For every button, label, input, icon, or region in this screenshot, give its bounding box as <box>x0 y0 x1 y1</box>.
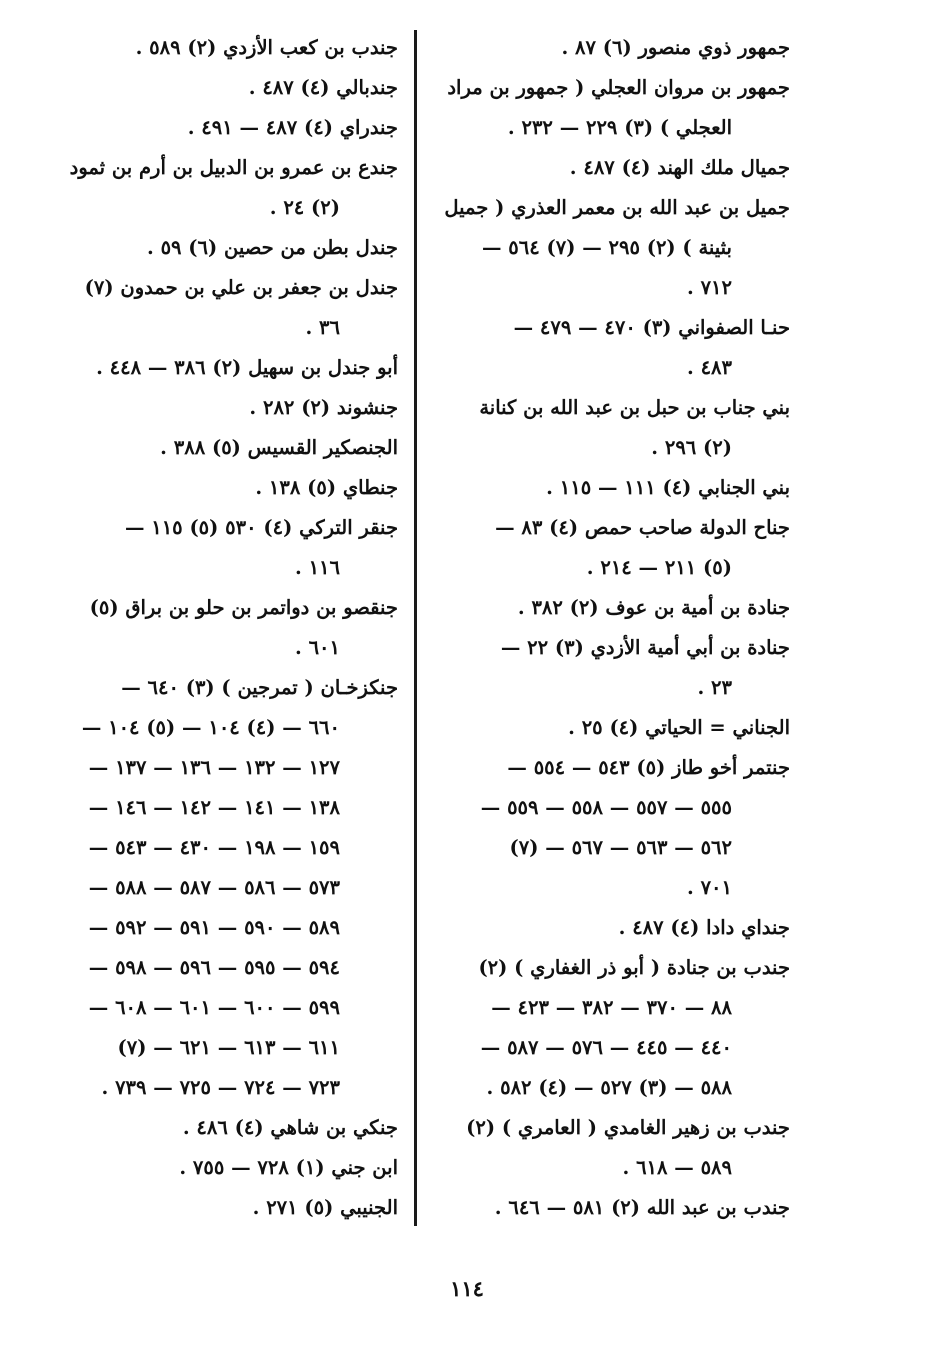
index-line: أبو جندل بن سهيل (٢) ٣٨٦ — ٤٤٨ . <box>96 356 398 379</box>
index-line: ٤٨٣ . <box>687 356 732 379</box>
index-line: جنادة بن أمية بن عوف (٢) ٣٨٢ . <box>517 596 790 619</box>
index-line: ٥٨٨ — (٣) ٥٢٧ — (٤) ٥٨٢ . <box>486 1076 732 1099</box>
index-line: ٦١١ — ٦١٣ — ٦٢١ — (٧) <box>117 1036 340 1059</box>
column-divider <box>414 30 417 1226</box>
index-line: (٢) ٢٩٦ . <box>651 436 732 459</box>
index-line: جندب بن عبد الله (٢) ٥٨١ — ٦٤٦ . <box>494 1196 790 1219</box>
index-line: ١٥٩ — ١٩٨ — ٤٣٠ — ٥٤٣ — <box>88 836 340 859</box>
index-line: ٦٠١ . <box>295 636 340 659</box>
index-line: جندب بن زهير الغامدي ( العامري ) (٢) <box>466 1116 790 1139</box>
index-line: ٥٩٤ — ٥٩٥ — ٥٩٦ — ٥٩٨ — <box>88 956 340 979</box>
index-line: ١١٦ . <box>295 556 340 579</box>
index-line: جندب بن كعب الأزدي (٢) ٥٨٩ . <box>135 36 398 59</box>
index-line: جنكزخـان ( تمرجين ) (٣) ٦٤٠ — <box>121 676 398 699</box>
index-line: جندراي (٤) ٤٨٧ — ٤٩١ . <box>187 116 398 139</box>
index-line: ٥٨٩ — ٦١٨ . <box>622 1156 732 1179</box>
index-line: ٤٤٠ — ٤٤٥ — ٥٧٦ — ٥٨٧ — <box>480 1036 732 1059</box>
index-line: (٢) ٢٤ . <box>269 196 340 219</box>
index-line: جنادة بن أبي أمية الأزدي (٣) ٢٢ — <box>500 636 790 659</box>
index-line: ٢٣ . <box>697 676 732 699</box>
index-line: ٣٦ . <box>305 316 340 339</box>
index-line: ٥٨٩ — ٥٩٠ — ٥٩١ — ٥٩٢ — <box>88 916 340 939</box>
index-line: ٥٧٣ — ٥٨٦ — ٥٨٧ — ٥٨٨ — <box>88 876 340 899</box>
left-column <box>46 28 398 1228</box>
index-line: جناح الدولة صاحب حمص (٤) ٨٣ — <box>495 516 790 539</box>
index-line: جندب بن جنادة ( أبو ذر الغفاري ) (٢) <box>478 956 790 979</box>
index-line: ٧٠١ . <box>687 876 732 899</box>
index-line: بثينة ) (٢) ٢٩٥ — (٧) ٥٦٤ — <box>481 236 732 259</box>
index-line: جنكي بن شاهي (٤) ٤٨٦ . <box>182 1116 398 1139</box>
index-line: جندل بطن من حصين (٦) ٥٩ . <box>146 236 398 259</box>
index-line: ٧١٢ . <box>687 276 732 299</box>
index-line: جنشوند (٢) ٢٨٢ . <box>249 396 398 419</box>
index-line: ٧٢٣ — ٧٢٤ — ٧٢٥ — ٧٣٩ . <box>101 1076 340 1099</box>
index-line: جنتمر أخو طاز (٥) ٥٤٣ — ٥٥٤ — <box>507 756 790 779</box>
index-line: جندل بن جعفر بن علي بن حمدون (٧) <box>84 276 398 299</box>
index-line: الجنصكير القسيس (٥) ٣٨٨ . <box>160 436 398 459</box>
index-line: الجناني = الحياتي (٤) ٢٥ . <box>568 716 790 739</box>
index-line: جندع بن عمرو بن الدبيل بن أرم بن ثمود <box>69 156 398 179</box>
index-line: جميل بن عبد الله بن معمر العذري ( جميل <box>444 196 790 219</box>
page-number: ١١٤ <box>450 1276 484 1301</box>
index-line: ٥٩٩ — ٦٠٠ — ٦٠١ — ٦٠٨ — <box>88 996 340 1019</box>
index-line: حنـا الصفواني (٣) ٤٧٠ — ٤٧٩ — <box>513 316 790 339</box>
index-line: ٥٥٥ — ٥٥٧ — ٥٥٨ — ٥٥٩ — <box>480 796 732 819</box>
index-line: جنقر التركي (٤) ٥٣٠ (٥) ١١٥ — <box>124 516 398 539</box>
index-line: بني جناب بن حبل بن عبد الله بن كنانة <box>479 396 790 419</box>
index-line: ١٢٧ — ١٣٢ — ١٣٦ — ١٣٧ — <box>88 756 340 779</box>
index-line: العجلي ) (٣) ٢٢٩ — ٢٣٢ . <box>507 116 732 139</box>
index-line: (٥) ٢١١ — ٢١٤ . <box>586 556 732 579</box>
index-line: الجنيبي (٥) ٢٧١ . <box>252 1196 398 1219</box>
index-line: بني الجنابي (٤) ١١١ — ١١٥ . <box>546 476 790 499</box>
index-line: جندبالي (٤) ٤٨٧ . <box>248 76 398 99</box>
index-line: ٨٨ — ٣٧٠ — ٣٨٢ — ٤٢٣ — <box>491 996 732 1019</box>
index-line: جميال ملك الهند (٤) ٤٨٧ . <box>569 156 790 179</box>
index-line: جنقصو بن دواتمر بن حلو بن براق (٥) <box>89 596 398 619</box>
index-line: جنداي دادا (٤) ٤٨٧ . <box>618 916 790 939</box>
index-line: ١٣٨ — ١٤١ — ١٤٢ — ١٤٦ — <box>88 796 340 819</box>
index-line: جمهور بن مروان العجلي ( جمهور بن مراد <box>447 76 790 99</box>
index-line: جنطاي (٥) ١٣٨ . <box>255 476 398 499</box>
index-line: ٥٦٢ — ٥٦٣ — ٥٦٧ — (٧) <box>509 836 732 859</box>
index-line: ابن جني (١) ٧٢٨ — ٧٥٥ . <box>179 1156 398 1179</box>
index-line: جمهور ذوي منصور (٦) ٨٧ . <box>561 36 790 59</box>
right-column <box>436 28 790 1228</box>
index-line: ٦٦٠ — (٤) ١٠٤ — (٥) ١٠٤ — <box>81 716 340 739</box>
